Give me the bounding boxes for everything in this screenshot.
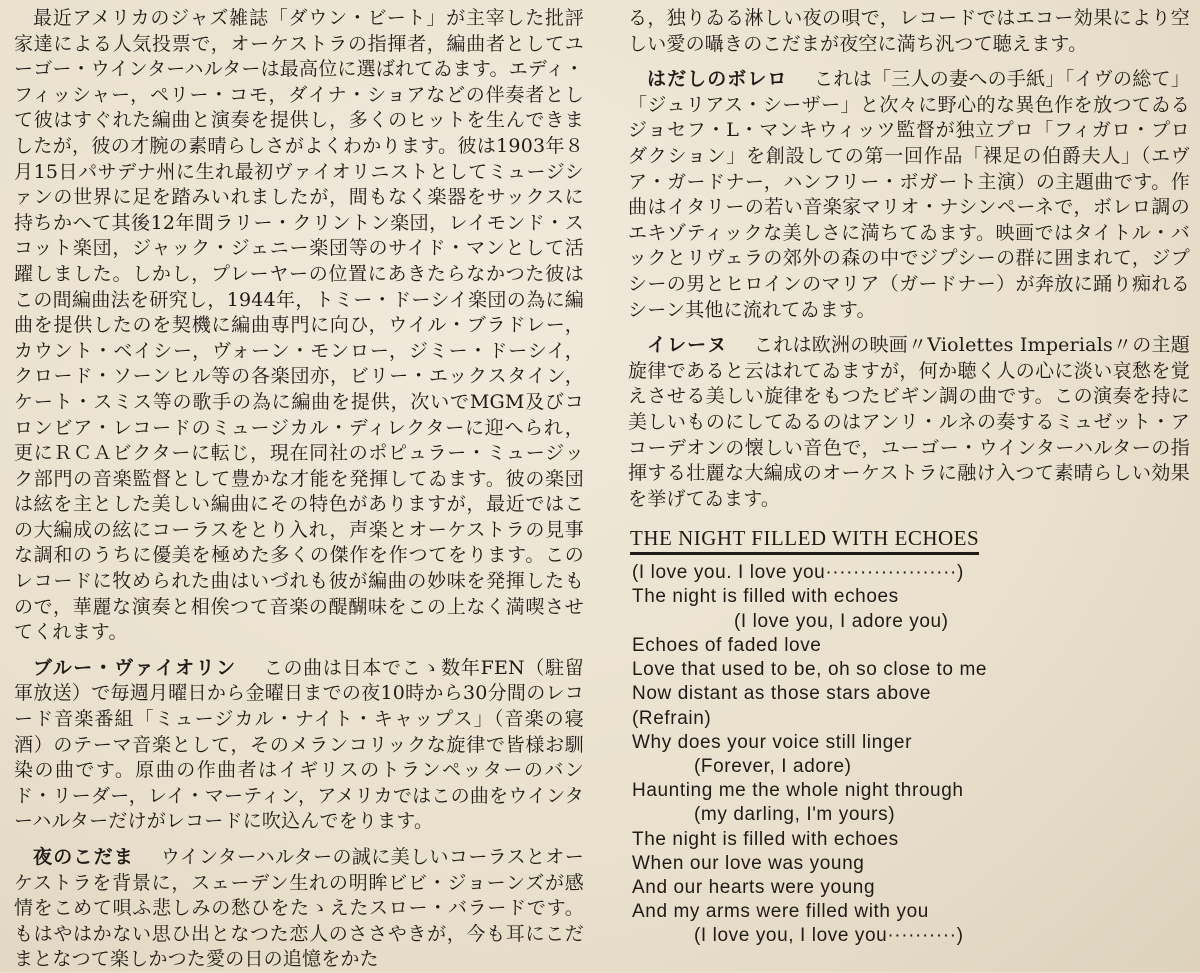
lyric-line: And my arms were filled with you xyxy=(632,901,929,923)
blue-violin-section xyxy=(14,656,584,835)
yoru-no-kodama-section xyxy=(14,845,584,973)
lyrics-block xyxy=(632,561,1190,948)
blue-violin-body: この曲は日本でこゝ数年FEN（駐留軍放送）で毎週月曜日から金曜日までの夜10時から30分間のレコード音楽番組「ミュージカル・ナイト・キャップス」（音楽の寝酒）のテーマ音楽として，そのメランコリックな旋律で皆様お馴染の曲です。原曲の作曲者はイギリスのトランペッターのバンド・リーダー，レイ・マーティン，アメリカではこの曲をウインターハルターだけがレコードに吹込んでをります。 xyxy=(14,656,584,833)
lyric-line: (I love you, I adore you) xyxy=(734,610,949,632)
irene-paragraph xyxy=(628,333,1190,512)
yoru-no-kodama-body: ウインターハルターの誠に美しいコーラスとオーケストラを背景に，スェーデン生れの明眸ビビ・ジョーンズが感情をこめて唄ふ悲しみの愁ひをたゝえたスロー・バラードです。もはやはかない思ひ出となつた恋人のささやきが，今も耳にこだまとなつて楽しかつた愛の日の追憶をかた xyxy=(14,846,584,971)
yoru-no-kodama-paragraph xyxy=(14,845,584,973)
blue-violin-paragraph xyxy=(14,656,584,835)
right-column xyxy=(628,6,1190,949)
lyric-line: Now distant as those stars above xyxy=(632,683,932,705)
lyric-line: (Refrain) xyxy=(632,707,712,729)
song-title: THE NIGHT FILLED WITH ECHOES xyxy=(630,526,979,555)
lyric-line: (Forever, I adore) xyxy=(694,755,852,777)
hadashi-no-bolero-section xyxy=(628,67,1190,323)
continuation-paragraph: る，独りゐる淋しい夜の唄で，レコードではエコー効果により空しい愛の囁きのこだまが夜空に満ち汎つて聴えます。 xyxy=(628,7,1190,55)
song-title-wrapper xyxy=(628,512,1190,561)
irene-heading: イレーヌ xyxy=(647,334,728,357)
lyric-line: (I love you. I love you···················) xyxy=(632,562,964,584)
lyric-line: Echoes of faded love xyxy=(632,634,822,656)
lyric-line: The night is filled with echoes xyxy=(632,586,899,608)
intro-paragraph: 最近アメリカのジャズ雑誌「ダウン・ビート」が主宰した批評家達による人気投票で，オーケストラの指揮者，編曲者としてユーゴー・ウインターハルターは最高位に選ばれてゐます。エディ・フィッシャー，ペリー・コモ，ダイナ・ショアなどの伴奏者として彼はすぐれた編曲と演奏を提供し，多くのヒットを生んできましたが，彼の才腕の素晴らしさがよくわかります。彼は1903年８月15日パサデナ州に生れ最初ヴァイオリニストとしてミュージシァンの世界に足を踏みいれましたが，間もなく楽器をサックスに持ちかへて其後12年間ラリー・クリントン楽団，レイモンド・スコット楽団，ジャック・ジェニー楽団等のサイド・マンとして活躍しました。しかし，プレーヤーの位置にあきたらなかつた彼はこの間編曲法を研究し，1944年，トミー・ドーシイ楽団の為に編曲を提供したのを契機に編曲専門に向ひ，ウイル・ブラドレー，カウント・ベイシー，ヴォーン・モンロー，ジミー・ドーシイ，クロード・ソーンヒル等の各楽団亦，ビリー・エックスタイン，ケート・スミス等の歌手の為に編曲を提供，次いでMGM及びコロンビア・レコードのミュージカル・ディレクターに迎へられ，更にＲＣＡビクターに転じ，現在同社のポピュラー・ミュージック部門の音楽監督として豊かな才能を発揮してゐます。彼の楽団は絃を主とした美しい編曲にその特色がありますが，最近ではこの大編成の絃にコーラスをとり入れ，声楽とオーケストラの見事な調和のうちに優美を極めた多くの傑作を作つてをります。このレコードに牧められた曲はいづれも彼が編曲の妙味を発揮したもので，華麗な演奏と相俟つて音楽の醍醐味をこの上なく満喫させてくれます。 xyxy=(14,7,584,644)
hadashi-no-bolero-heading: はだしのボレロ xyxy=(647,68,788,91)
lyric-line: Haunting me the whole night through xyxy=(632,780,964,802)
lyric-line: (my darling, I'm yours) xyxy=(694,804,896,826)
hadashi-no-bolero-paragraph xyxy=(628,67,1190,323)
yoru-no-kodama-heading: 夜のこだま xyxy=(33,846,135,868)
lyric-line: Why does your voice still linger xyxy=(632,731,913,753)
lyric-line: And our hearts were young xyxy=(632,876,876,898)
irene-body: これは欧洲の映画〃Violettes Imperials〃の主題旋律であると云はれてゐますが，何か聴く人の心に淡い哀愁を覚えさせる美しい旋律をもつたビギン調の曲です。この演奏を持に美しいものにしてゐるのはアンリ・ルネの奏するミュゼット・アコーデオンの懐しい音色で，ユーゴー・ウインターハルターの指揮する壮麗な大編成のオーケストラに融け入つて素晴らしい効果を挙げてゐます。 xyxy=(628,334,1190,510)
lyric-line: (I love you, I love you··········) xyxy=(694,925,964,947)
lyric-line: Love that used to be, oh so close to me xyxy=(632,659,988,681)
lyric-line: The night is filled with echoes xyxy=(632,828,899,850)
blue-violin-heading: ブルー・ヴァイオリン xyxy=(33,656,237,679)
lyric-line: When our love was young xyxy=(632,852,865,874)
left-column xyxy=(14,6,584,973)
hadashi-no-bolero-body: これは「三人の妻への手紙」「イヴの総て」「ジュリアス・シーザー」と次々に野心的な異色作を放つてゐるジョセフ・L・マンキウィッツ監督が独立プロ「フィガロ・プロダクション」を創設しての第一回作品「裸足の伯爵夫人」（エヴア・ガードナー，ハンフリー・ボガート主演）の主題曲です。作曲はイタリーの若い音楽家マリオ・ナシンペーネで，ボレロ調のエキゾティックな美しさに満ちてゐます。映画ではタイトル・バックとリヴェラの郊外の森の中でジプシーの群に囲まれて，ジプシーの男とヒロインのマリア（ガードナー）が奔放に踊り痴れるシーン其他に流れてゐます。 xyxy=(628,68,1190,321)
irene-section xyxy=(628,333,1190,512)
